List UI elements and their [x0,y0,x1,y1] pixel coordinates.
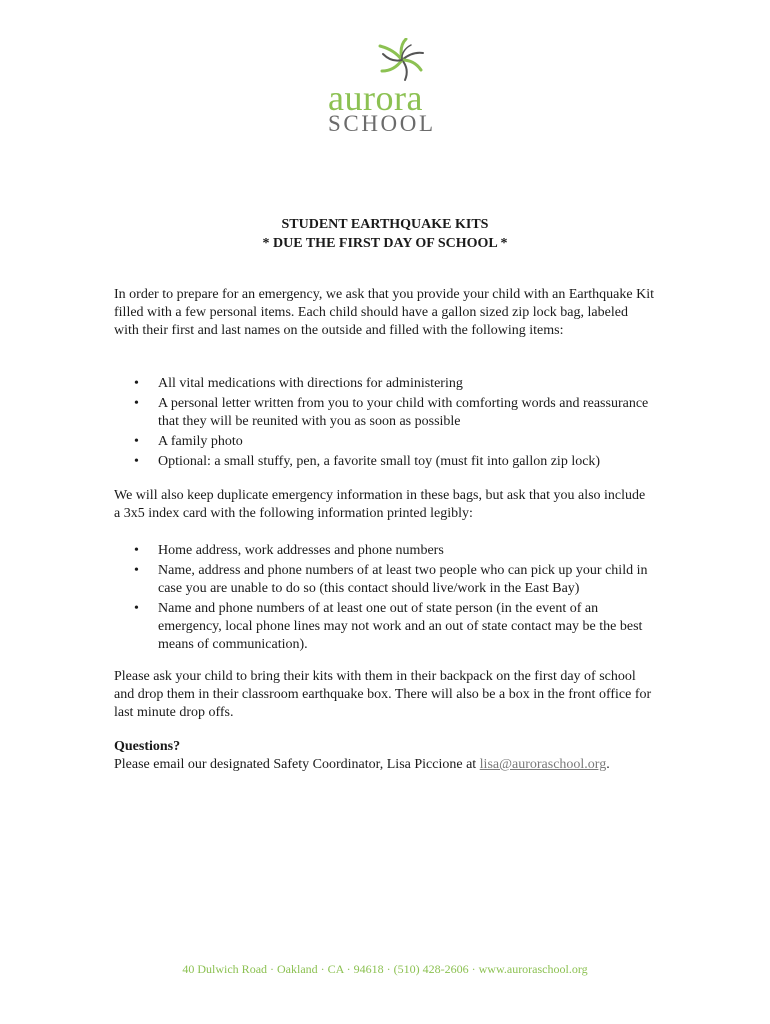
list-item [114,562,654,598]
card-intro-paragraph: We will also keep duplicate emergency information in these bags, but ask that you also include a 3x5 index card with the following information printed legibly: [114,488,646,521]
coordinator-email-link[interactable]: lisa@auroraschool.org [479,757,607,772]
list-item [114,395,654,431]
closing-paragraph: Please ask your child to bring their kits with them in their backpack on the first day of school and drop them in their classroom earthquake box. There will also be a box in the front office for last minute drop offs. [114,669,652,720]
list-item-text: A personal letter written from you to your child with comforting words and reassurance that they will be reunited with you as soon as possible [158,396,649,429]
list-item [114,433,654,451]
intro-paragraph: In order to prepare for an emergency, we ask that you provide your child with an Earthquake Kit filled with a few personal items. Each child should have a gallon sized zip lock bag, labeled with their first and last names on the outside and filled with the following items: [114,287,654,338]
list-item-text: Name, address and phone numbers of at least two people who can pick up your child in case you are unable to do so (this contact should live/work in the East Bay) [158,563,648,596]
questions-end: . [606,757,610,772]
list-item-text: Home address, work addresses and phone numbers [158,543,444,558]
list-item [114,600,654,654]
logo-wordmark: aurora [328,78,423,118]
document-subtitle: * DUE THE FIRST DAY OF SCHOOL * [262,236,508,251]
list-item-text: Optional: a small stuffy, pen, a favorite small toy (must fit into gallon zip lock) [158,454,601,469]
bullet-icon: • [134,396,139,411]
footer-address: 40 Dulwich Road · Oakland · CA · 94618 · (510) 428-2606 · www.auroraschool.org [182,962,588,976]
bullet-icon: • [134,454,139,469]
bullet-icon: • [134,601,139,616]
list-item [114,542,654,560]
list-item [114,453,654,471]
questions-body: Please email our designated Safety Coordinator, Lisa Piccione at [114,757,480,772]
list-item-text: All vital medications with directions for administering [158,376,463,391]
kit-items-list [114,375,654,473]
logo-school-text: SCHOOL [328,111,436,136]
list-item-text: Name and phone numbers of at least one out of state person (in the event of an emergency, local phone lines may not work and an out of state contact may be the best means of communication). [158,601,643,652]
card-items-list [114,542,654,656]
bullet-icon: • [134,543,139,558]
questions-heading: Questions? [114,739,181,754]
list-item [114,375,654,393]
bullet-icon: • [134,563,139,578]
list-item-text: A family photo [158,434,243,449]
questions-text [114,756,610,774]
document-title: STUDENT EARTHQUAKE KITS [281,217,489,232]
bullet-icon: • [134,376,139,391]
bullet-icon: • [134,434,139,449]
